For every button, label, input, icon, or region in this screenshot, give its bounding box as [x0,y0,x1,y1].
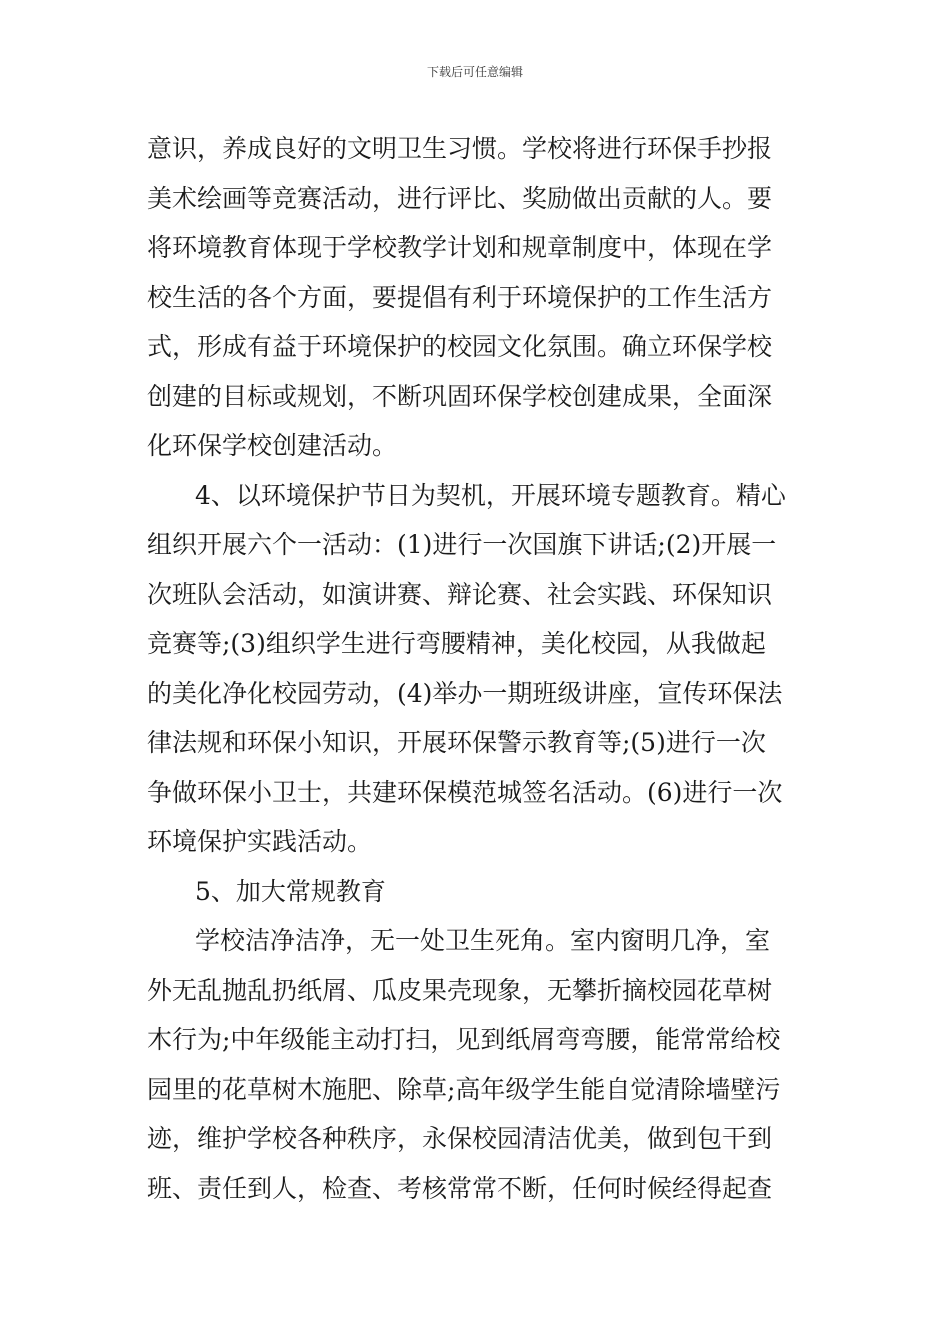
paragraph-item-5-body [147,916,807,1213]
text-line: 校生活的各个方面，要提倡有利于环境保护的工作生活方 [147,282,773,312]
text-line: 外无乱抛乱扔纸屑、瓜皮果壳现象，无攀折摘校园花草树 [147,975,773,1005]
page-header: 下载后可任意编辑 [426,65,523,79]
text-line: 迹，维护学校各种秩序，永保校园清洁优美，做到包干到 [147,1124,773,1153]
text-line: 环境保护实践活动。 [147,827,373,856]
text-line: 意识，养成良好的文明卫生习惯。学校将进行环保手抄报 [147,134,773,163]
text-line: 园里的花草树木施肥、除草;高年级学生能自觉清除墙壁污 [147,1074,781,1104]
text-line: 学校洁净洁净，无一处卫生死角。室内窗明几净，室 [195,926,771,955]
text-line: 律法规和环保小知识，开展环保警示教育等;(5)进行一次 [147,728,766,757]
text-line: 创建的目标或规划，不断巩固环保学校创建成果，全面深 [147,381,773,411]
section-heading-item-5 [147,867,807,917]
paragraph-1 [147,124,807,471]
text-line: 4、以环境保护节日为契机，开展环境专题教育。精心 [195,480,786,510]
document-body [147,124,807,1213]
text-line: 5、加大常规教育 [195,876,386,906]
text-line: 竞赛等;(3)组织学生进行弯腰精神，美化校园，从我做起 [147,629,766,658]
text-line: 组织开展六个一活动：(1)进行一次国旗下讲话;(2)开展一 [147,530,777,559]
text-line: 美术绘画等竞赛活动，进行评比、奖励做出贡献的人。要 [147,183,773,213]
text-line: 化环保学校创建活动。 [147,431,398,460]
paragraph-item-4 [147,471,807,867]
text-line: 式，形成有益于环境保护的校园文化氛围。确立环保学校 [147,332,773,361]
text-line: 班、责任到人，检查、考核常常不断，任何时候经得起查 [147,1173,773,1203]
text-line: 争做环保小卫士，共建环保模范城签名活动。(6)进行一次 [147,777,783,807]
text-line: 的美化净化校园劳动，(4)举办一期班级讲座，宣传环保法 [147,678,783,708]
text-line: 木行为;中年级能主动打扫，见到纸屑弯弯腰，能常常给校 [147,1025,781,1054]
text-line: 次班队会活动，如演讲赛、辩论赛、社会实践、环保知识 [147,579,773,609]
text-line: 将环境教育体现于学校教学计划和规章制度中，体现在学 [147,233,773,262]
